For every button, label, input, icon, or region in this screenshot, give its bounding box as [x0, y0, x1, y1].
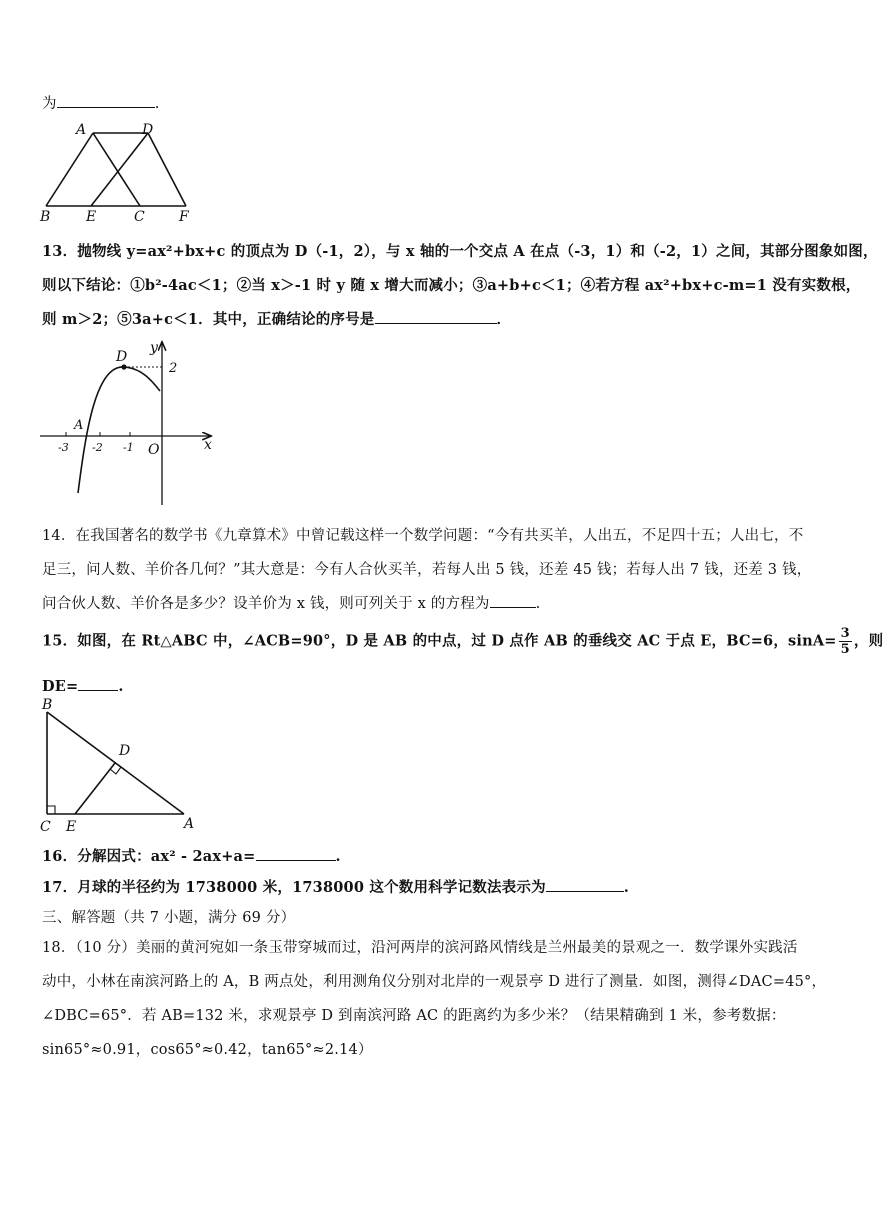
q15-label-E: E: [66, 819, 77, 835]
q15-line1-end: ，则: [853, 632, 883, 650]
q12-lead: 为: [42, 96, 57, 112]
q12-label-D: D: [142, 122, 154, 138]
q12-line-DF: [148, 133, 186, 206]
q13-line1: 13．抛物线 y=ax²+bx+c 的顶点为 D（-1，2），与 x 轴的一个交点 A 在点（-3，1）和（-2，1）之间，其部分图象如图，: [42, 243, 878, 260]
q12-answer-line: [42, 92, 160, 113]
q15-right-angle-C: [47, 806, 55, 814]
q15-fraction: [839, 626, 852, 657]
q14-answer-blank: [490, 593, 536, 608]
section3-title: 三、解答题（共 7 小题，满分 69 分）: [42, 910, 296, 926]
q12-end: .: [154, 96, 160, 112]
q13-parabola-figure: [36, 335, 226, 510]
q15-label-D: D: [119, 743, 131, 759]
q14-end: .: [535, 596, 541, 612]
q14-line2: 足三，问人数、羊价各几何？”其大意是：今有人合伙买羊，若每人出 5 钱，还差 45 钱；若每人出 7 钱，还差 3 钱，: [42, 562, 812, 578]
q12-label-B: B: [40, 209, 51, 225]
q14-line3: 问合伙人数、羊价各是多少？设羊价为 x 钱，则可列关于 x 的方程为: [42, 596, 490, 612]
q15-line2-wrap: [42, 676, 124, 695]
q13-line2: 则以下结论：①b²-4ac＜1；②当 x＞-1 时 y 随 x 增大而减小；③a+b+c＜1；④若方程 ax²+bx+c-m=1 没有实数根，: [42, 277, 861, 294]
q13-tick-label--2: -2: [92, 441, 103, 454]
q15-end: .: [118, 678, 124, 695]
q12-label-E: E: [86, 209, 97, 225]
q15-frac-denominator: 5: [840, 642, 850, 657]
q13-tick-label--3: -3: [58, 441, 69, 454]
q13-end: ．: [496, 311, 512, 328]
q12-label-C: C: [134, 209, 145, 225]
q13-parabola: [78, 367, 160, 493]
q13-line3-wrap: [42, 308, 511, 329]
q13-vertex-D: [121, 364, 126, 369]
q13-answer-blank: [375, 309, 497, 324]
q15-label-B: B: [42, 697, 53, 713]
q17-wrap: [42, 876, 629, 897]
q18-line1: 18．（10 分）美丽的黄河宛如一条玉带穿城而过，沿河两岸的滨河路风情线是兰州最美的景观之一．数学课外实践活: [42, 940, 798, 956]
q15-line-DE: [75, 763, 115, 814]
q15-label-C: C: [40, 819, 51, 835]
q13-label-O: O: [148, 442, 160, 458]
q18-line4: sin65°≈0.91，cos65°≈0.42，tan65°≈2.14）: [42, 1042, 373, 1058]
q13-label-y: y: [150, 340, 158, 356]
q13-line3: 则 m＞2；⑤3a+c＜1．其中，正确结论的序号是: [42, 311, 375, 328]
q12-figure: [36, 120, 206, 225]
q16-answer-blank: [256, 846, 336, 861]
q18-line2: 动中，小林在南滨河路上的 A，B 两点处，利用测角仪分别对北岸的一观景亭 D 进行了测量．如图，测得∠DAC=45°，: [42, 974, 827, 990]
q14-line1: 14．在我国著名的数学书《九章算术》中曾记载这样一个数学问题：“今有共买羊，人出五，不足四十五；人出七，不: [42, 528, 804, 544]
q14-line3-wrap: [42, 592, 540, 613]
q16-end: .: [335, 848, 341, 865]
q17-text: 17．月球的半径约为 1738000 米，1738000 这个数用科学记数法表示为: [42, 879, 546, 896]
q15-frac-numerator: 3: [840, 626, 850, 641]
q15-line1-wrap: [42, 626, 883, 657]
q15-line-BA: [47, 712, 184, 814]
q15-triangle-figure: [36, 696, 206, 836]
q12-label-A: A: [76, 122, 87, 138]
q16-wrap: [42, 845, 341, 866]
q12-line-AB: [46, 133, 93, 206]
q15-line1: 15．如图，在 Rt△ABC 中，∠ACB=90°，D 是 AB 的中点，过 D 点作 AB 的垂线交 AC 于点 E，BC=6，sinA=: [42, 632, 837, 650]
q13-tick-label--1: -1: [123, 441, 134, 454]
q12-answer-blank: [57, 93, 155, 108]
q16-text: 16．分解因式：ax² - 2ax+a=: [42, 848, 256, 865]
q15-line2: DE=: [42, 678, 79, 695]
q13-label-x: x: [204, 437, 212, 453]
q17-end: .: [623, 879, 630, 896]
q12-label-F: F: [179, 209, 189, 225]
q17-answer-blank: [546, 877, 624, 892]
q18-line3: ∠DBC=65°．若 AB=132 米，求观景亭 D 到南滨河路 AC 的距离约为多少米？（结果精确到 1 米，参考数据：: [42, 1008, 786, 1024]
q13-label-A: A: [74, 418, 84, 433]
q15-answer-blank: [78, 676, 118, 691]
q13-label-2: 2: [169, 361, 178, 376]
q15-label-A: A: [184, 816, 195, 832]
q13-label-D: D: [116, 349, 128, 365]
